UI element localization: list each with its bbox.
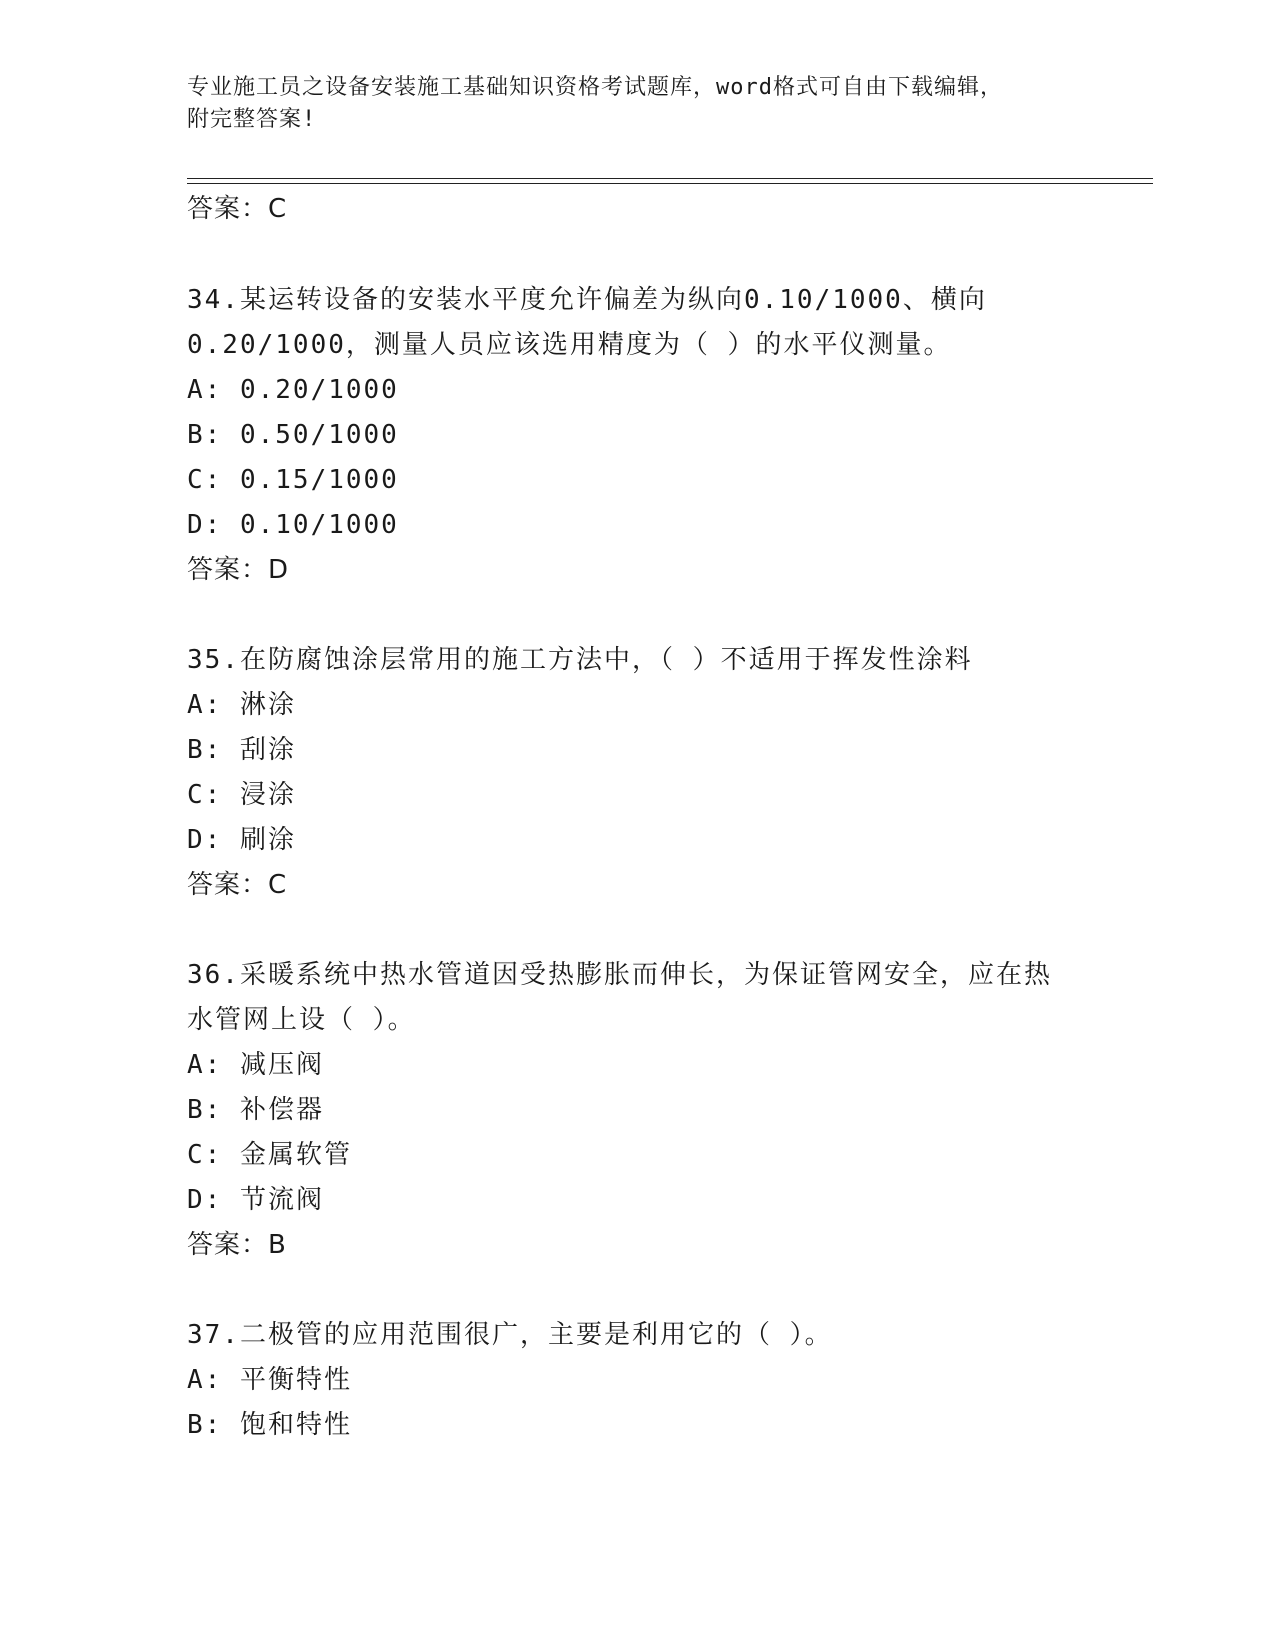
question-35-option-c: C: 浸涂 [187, 780, 296, 810]
question-34-answer: 答案：D [187, 555, 290, 585]
question-36-option-a: A: 减压阀 [187, 1050, 324, 1080]
question-36-option-c: C: 金属软管 [187, 1140, 352, 1170]
answer-line: 答案：C [187, 194, 288, 224]
question-36-option-b: B: 补偿器 [187, 1095, 324, 1125]
header-line-1: 专业施工员之设备安装施工基础知识资格考试题库，word格式可自由下载编辑， [187, 75, 1003, 100]
question-34-option-b: B: 0.50/1000 [187, 420, 399, 450]
header-divider-double [187, 183, 1153, 184]
question-35-option-d: D: 刷涂 [187, 825, 296, 855]
question-35-option-b: B: 刮涂 [187, 735, 296, 765]
question-37-option-b: B: 饱和特性 [187, 1410, 352, 1440]
question-35-option-a: A: 淋涂 [187, 690, 296, 720]
question-35-answer: 答案：C [187, 870, 288, 900]
question-36-answer: 答案：B [187, 1230, 287, 1260]
question-34-option-a: A: 0.20/1000 [187, 375, 399, 405]
question-35-stem: 35.在防腐蚀涂层常用的施工方法中，（ ）不适用于挥发性涂料 [187, 645, 973, 675]
document-header [187, 72, 1087, 136]
header-divider [187, 178, 1153, 179]
question-36-option-d: D: 节流阀 [187, 1185, 324, 1215]
question-34-stem-cont: 0.20/1000，测量人员应该选用精度为（ ）的水平仪测量。 [187, 330, 952, 360]
question-34-stem: 34.某运转设备的安装水平度允许偏差为纵向0.10/1000、横向 [187, 285, 987, 315]
question-36-stem-cont: 水管网上设（ ）。 [187, 1005, 416, 1035]
header-line-2: 附完整答案! [187, 107, 317, 132]
question-37-option-a: A: 平衡特性 [187, 1365, 352, 1395]
question-36-stem: 36.采暖系统中热水管道因受热膨胀而伸长，为保证管网安全，应在热 [187, 960, 1052, 990]
question-34-option-c: C: 0.15/1000 [187, 465, 399, 495]
question-37-stem: 37.二极管的应用范围很广，主要是利用它的（ ）。 [187, 1320, 833, 1350]
question-34-option-d: D: 0.10/1000 [187, 510, 399, 540]
